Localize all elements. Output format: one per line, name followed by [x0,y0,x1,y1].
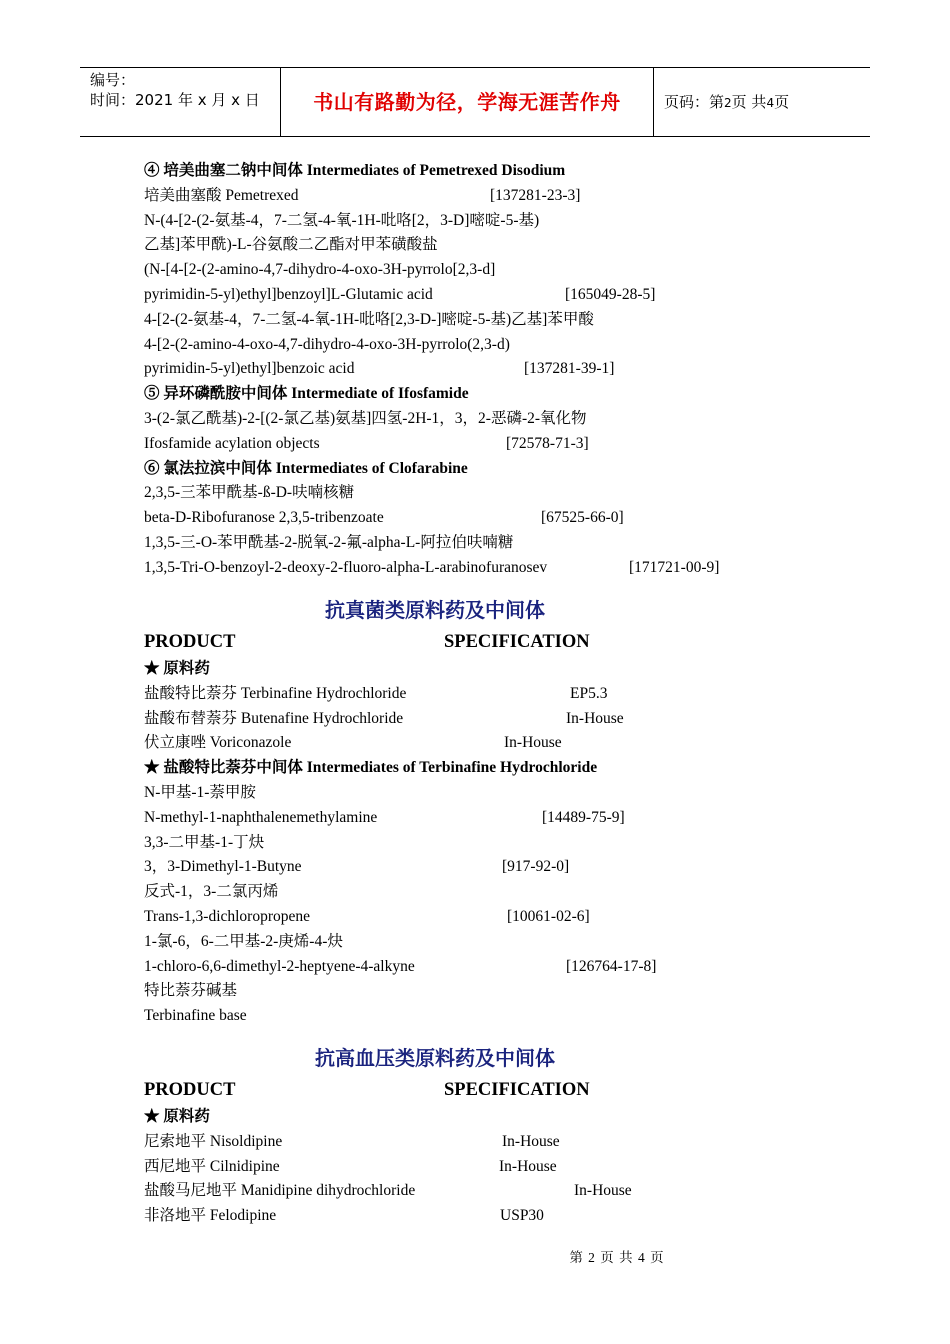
antifungal-list [144,657,844,1029]
list-item [144,979,844,1004]
list-item [144,1179,844,1204]
item-name: 伏立康唑 Voriconazole [144,734,292,752]
list-item [144,905,844,930]
item-name: 3，3-Dimethyl-1-Butyne [144,858,302,876]
list-item [144,1004,844,1029]
item-name: 尼索地平 Nisoldipine [144,1132,283,1150]
item-code: In-House [502,1132,560,1150]
item-name: pyrimidin-5-yl)ethyl]benzoyl]L-Glutamic acid [144,285,433,303]
product-header-2: PRODUCT [144,1080,236,1100]
item-code: USP30 [500,1207,544,1225]
item-name: 乙基]苯甲酰)-L-谷氨酸二乙酯对甲苯磺酸盐 [144,236,438,254]
list-item [144,531,844,556]
item-code: [10061-02-6] [507,907,590,925]
item-name: 特比萘芬碱基 [144,982,238,1000]
list-item [144,930,844,955]
intermediates-list [144,159,844,581]
list-item [144,233,844,258]
item-code: In-House [504,734,562,752]
item-name: Trans-1,3-dichloropropene [144,907,311,925]
number-label: 编号： [90,71,136,89]
list-item [144,657,844,682]
item-name: 3-(2-氯乙酰基)-2-[(2-氯乙基)氨基]四氢-2H-1，3，2-恶磷-2-氧化物 [144,409,587,427]
item-code: [165049-28-5] [565,285,656,303]
item-code: In-House [574,1182,632,1200]
item-code: [171721-00-9] [629,558,720,576]
list-item [144,781,844,806]
header-page-info [654,68,870,136]
list-item [144,731,844,756]
list-item [144,707,844,732]
item-code: In-House [566,709,624,727]
item-name: 反式-1，3-二氯丙烯 [144,883,279,901]
item-name: Terbinafine base [144,1007,247,1025]
page-num: 2 [724,96,732,110]
item-code: [72578-71-3] [506,434,589,452]
item-name: ⑥ 氯法拉滨中间体 Intermediates of Clofarabine [144,459,468,477]
item-code: In-House [499,1157,557,1175]
list-item [144,481,844,506]
item-name: 2,3,5-三苯甲酰基-ß-D-呋喃核糖 [144,484,355,502]
item-name: 4-[2-(2-amino-4-oxo-4,7-dihydro-4-oxo-3H-pyrrolo(2,3-d) [144,335,510,353]
list-item [144,258,844,283]
list-item [144,333,844,358]
antihypertensive-section-title: 抗高血压类原料药及中间体 [315,1046,555,1070]
list-item [144,855,844,880]
item-name: ★ 盐酸特比萘芬中间体 Intermediates of Terbinafine Hydrochloride [144,759,598,777]
product-header: PRODUCT [144,632,236,652]
item-name: ★ 原料药 [144,1108,210,1125]
item-code: [917-92-0] [502,858,570,876]
header-meta [80,68,281,136]
item-name: (N-[4-[2-(2-amino-4,7-dihydro-4-oxo-3H-pyrrolo[2,3-d] [144,261,496,279]
list-item [144,432,844,457]
list-item [144,806,844,831]
item-name: pyrimidin-5-yl)ethyl]benzoic acid [144,360,355,378]
item-name: 盐酸特比萘芬 Terbinafine Hydrochloride [144,684,407,702]
list-item [144,756,844,781]
page-footer: 第 2 页 共 4 页 [569,1250,665,1265]
item-code: [137281-23-3] [490,186,581,204]
item-code: EP5.3 [570,684,608,702]
header-motto: 书山有路勤为径，学海无涯苦作舟 [281,68,654,136]
item-name: N-甲基-1-萘甲胺 [144,783,256,801]
list-item [144,1204,844,1229]
item-name: 1,3,5-Tri-O-benzoyl-2-deoxy-2-fluoro-alpha-L-arabinofuranosev [144,558,548,576]
list-item [144,556,844,581]
item-name: 盐酸马尼地平 Manidipine dihydrochloride [144,1182,416,1200]
list-item [144,1105,844,1130]
list-item [144,407,844,432]
item-code: [67525-66-0] [541,509,624,527]
list-item [144,682,844,707]
list-item [144,506,844,531]
list-item [144,831,844,856]
list-item [144,382,844,407]
item-name: 盐酸布替萘芬 Butenafine Hydrochloride [144,709,404,727]
list-item [144,184,844,209]
item-name: N-(4-[2-(2-氨基-4，7-二氢-4-氧-1H-吡咯[2，3-D]嘧啶-5-基) [144,211,540,229]
time-label: 时间：2021 年 x 月 x 日 [90,91,260,109]
item-code: [14489-75-9] [542,808,625,826]
item-name: ★ 原料药 [144,660,210,677]
item-name: 1-chloro-6,6-dimethyl-2-heptyene-4-alkyne [144,957,415,975]
item-code: [137281-39-1] [524,360,615,378]
page-total: 4 [766,96,775,110]
list-item [144,209,844,234]
item-name: ④ 培美曲塞二钠中间体 Intermediates of Pemetrexed Disodium [144,162,566,179]
antifungal-section-title: 抗真菌类原料药及中间体 [325,598,545,622]
item-name: 非洛地平 Felodipine [144,1207,277,1225]
item-name: 培美曲塞酸 Pemetrexed [144,186,299,204]
item-code: [126764-17-8] [566,957,657,975]
list-item [144,880,844,905]
item-name: N-methyl-1-naphthalenemethylamine [144,808,378,826]
item-name: beta-D-Ribofuranose 2,3,5-tribenzoate [144,509,384,527]
list-item [144,308,844,333]
item-name: 1-氯-6，6-二甲基-2-庚烯-4-炔 [144,932,343,950]
page-header [80,67,870,137]
list-item [144,457,844,482]
specification-header-2: SPECIFICATION [444,1080,590,1100]
list-item [144,159,844,184]
specification-header: SPECIFICATION [444,632,590,652]
item-name: 3,3-二甲基-1-丁炔 [144,833,265,851]
list-item [144,1130,844,1155]
item-name: 1,3,5-三-O-苯甲酰基-2-脱氧-2-氟-alpha-L-阿拉伯呋喃糖 [144,533,514,551]
antihypertensive-list [144,1105,844,1229]
list-item [144,1155,844,1180]
list-item [144,283,844,308]
list-item [144,357,844,382]
list-item [144,955,844,980]
page-label-3: 页 [774,93,790,111]
page-label-1: 页码：第 [664,93,725,111]
item-name: 4-[2-(2-氨基-4，7-二氢-4-氧-1H-吡咯[2,3-D-]嘧啶-5-基)乙基]苯甲酸 [144,310,594,328]
page-label-2: 页 共 [731,93,767,111]
item-name: ⑤ 异环磷酰胺中间体 Intermediate of Ifosfamide [144,385,469,403]
item-name: 西尼地平 Cilnidipine [144,1157,280,1175]
item-name: Ifosfamide acylation objects [144,434,320,452]
